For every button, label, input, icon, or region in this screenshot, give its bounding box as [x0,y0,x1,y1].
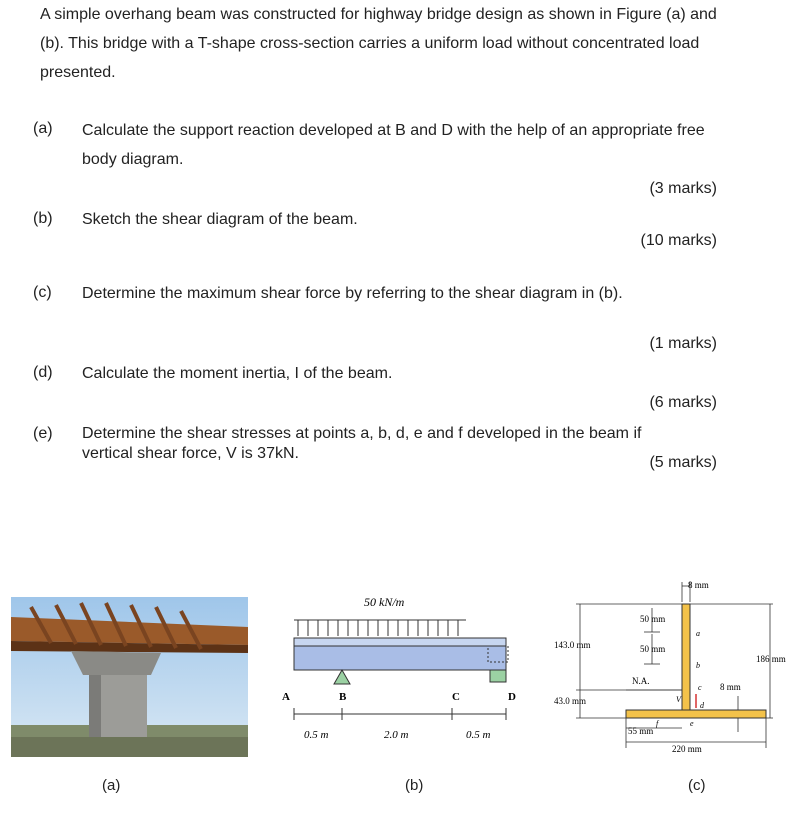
beam-body [294,646,506,670]
question-b-label: (b) [33,210,53,227]
point-a-label: A [282,691,290,703]
width-label: 220 mm [672,744,702,754]
point-a-marker: a [696,629,700,638]
dim-ab-label: 0.5 m [304,729,329,741]
t-flange [626,710,766,718]
load-label: 50 kN/m [364,595,405,609]
dim-50a-label: 50 mm [640,614,666,624]
top-width-label: 8 mm [688,580,709,590]
question-b-text: Sketch the shear diagram of the beam. [82,211,358,228]
question-c-marks: (1 marks) [649,335,717,352]
dim-43-label: 43.0 mm [554,696,587,706]
question-e-text: Determine the shear stresses at points a, b, d, e and f developed in the beam if vertical shear force, V is 37kN. [82,425,642,462]
point-d-marker: d [700,701,704,710]
shear-force-label: V [676,695,681,704]
question-c-label: (c) [33,284,52,301]
question-d-text: Calculate the moment inertia, I of the beam. [82,365,393,382]
height-label: 186 mm [756,654,786,664]
point-b-label: B [339,691,347,703]
point-f-marker: f [656,719,659,728]
figure-c-caption: (c) [688,777,706,794]
question-a-text: Calculate the support reaction developed at B and D with the help of an appropriate free body diagram. [82,122,705,168]
point-c-marker: c [698,683,702,692]
figure-a-caption: (a) [102,777,121,794]
dim-50b-label: 50 mm [640,644,666,654]
dim-55-label: 55 mm [628,726,654,736]
point-e-marker: e [690,719,694,728]
point-d-label: D [508,691,516,703]
dimension-lines [294,708,506,720]
neutral-axis-label: N.A. [632,676,650,686]
question-e-marks: (5 marks) [649,454,717,471]
dim-bc-label: 2.0 m [384,729,409,741]
flange-thickness-label: 8 mm [720,682,741,692]
point-b-marker: b [696,661,700,670]
beam-top [294,638,506,646]
question-d-marks: (6 marks) [649,394,717,411]
section-dimension-lines [576,582,773,748]
support-b-pin [334,670,350,684]
question-c-text: Determine the maximum shear force by referring to the shear diagram in (b). [82,285,623,302]
question-d-label: (d) [33,364,53,381]
dim-143-label: 143.0 mm [554,640,591,650]
beam-diagram [280,588,530,748]
t-web [682,604,690,710]
question-a-marks: (3 marks) [649,180,717,197]
figure-b-caption: (b) [405,777,424,794]
intro-paragraph: A simple overhang beam was constructed for highway bridge design as shown in Figure (a) and (b). This bridge with a T-shape cross-section carries a uniform load without concentrated load presented. [40,6,717,81]
point-c-label: C [452,691,460,703]
question-e-label: (e) [33,425,53,442]
support-d-roller [490,670,506,682]
dim-cd-label: 0.5 m [466,729,491,741]
question-b-marks: (10 marks) [640,232,717,249]
bridge-photo [11,597,248,757]
t-section-diagram [548,572,793,772]
question-a-label: (a) [33,120,53,137]
distributed-load-arrows [294,620,466,636]
